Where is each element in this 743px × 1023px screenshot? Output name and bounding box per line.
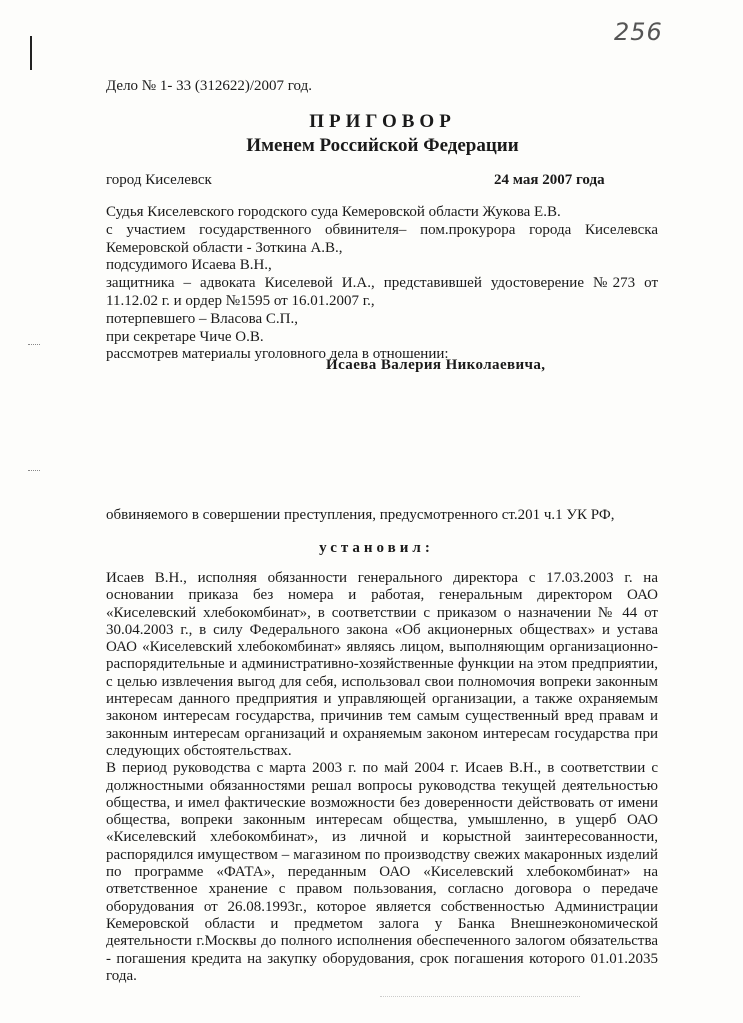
margin-mark	[30, 36, 32, 70]
verdict-date: 24 мая 2007 года	[494, 172, 605, 188]
document-subtitle: Именем Российской Федерации	[246, 135, 519, 156]
city: город Киселевск	[106, 172, 212, 188]
judge-line: Судья Киселевского городского суда Кемеровской области Жукова Е.В.	[106, 204, 561, 220]
document-title: ПРИГОВОР	[309, 111, 456, 132]
paragraph: Исаев В.Н., исполняя обязанности генерального директора с 17.03.2003 г. на основании приказа без номера и работая, генеральным директором ОАО «Киселевский хлебокомбинат», в соответствии с приказом о назначении № 44 от 30.04.2003 г., в силу Федерального закона «Об акционерных обществах» и устава ОАО «Киселевский хлебокомбинат» являясь лицом, выполняющим организационно-распорядительные и административно-хозяйственные функции на этом предприятии, с целью извлечения выгод для себя, использовал свои полномочия вопреки законным интересам данного предприятия и управляющей организации, а также охраняемым законом интересам государства, причинив тем самым существенный вред правам и законным интересам организаций и охраняемым законом интересам государства при следующих обстоятельствах.	[106, 570, 658, 759]
scan-artifact	[28, 344, 40, 348]
victim-line: потерпевшего – Власова С.П.,	[106, 310, 298, 327]
secretary-line: при секретаре Чиче О.В.	[106, 328, 264, 345]
verdict-body	[106, 570, 658, 985]
participants-block	[106, 204, 658, 364]
case-number: Дело № 1- 33 (312622)/2007 год.	[106, 78, 313, 94]
prosecutor-line: с участием государственного обвинителя– пом.прокурора города Киселевска Кемеровской области - Зоткина А.В.,	[106, 221, 658, 256]
paragraph: В период руководства с марта 2003 г. по май 2004 г. Исаев В.Н., в соответствии с должностными обязанностями решал вопросы руководства текущей деятельностью общества, и имел фактические возможности без доверенности действовать от имени общества, вопреки законным интересам общества, умышленно, в ущерб ОАО «Киселевский хлебокомбинат», из личной и корыстной заинтересованности, распорядился имуществом – магазином по производству свежих макаронных изделий по программе «ФАТА», переданным ОАО «Киселевский хлебокомбинат» на ответственное хранение с правом пользования, согласно договора о передаче оборудования от 26.08.1993г., которое является собственностью Администрации Кемеровской области и предметом залога у Банка Внешнеэкономической деятельности г.Москвы до полного исполнения обеспеченного залогом обязательства - погашения кредита на закупку оборудования, срок погашения которого 01.01.2035 года.	[106, 760, 658, 984]
defendant-name: Исаева Валерия Николаевича,	[326, 357, 546, 373]
section-heading: установил:	[319, 540, 434, 556]
handwritten-page-number: 256	[614, 18, 663, 46]
defendant-line: подсудимого Исаева В.Н.,	[106, 257, 272, 274]
scan-artifact	[380, 996, 580, 1009]
scan-artifact	[28, 470, 40, 474]
charge-line: обвиняемого в совершении преступления, предусмотренного ст.201 ч.1 УК РФ,	[106, 507, 615, 523]
defender-line: защитника – адвоката Киселевой И.А., представившей удостоверение №273 от 11.12.02 г. и ордер №1595 от 16.01.2007 г.,	[106, 275, 658, 309]
case-materials-line: рассмотрев материалы уголовного дела в отношении:	[106, 346, 449, 363]
